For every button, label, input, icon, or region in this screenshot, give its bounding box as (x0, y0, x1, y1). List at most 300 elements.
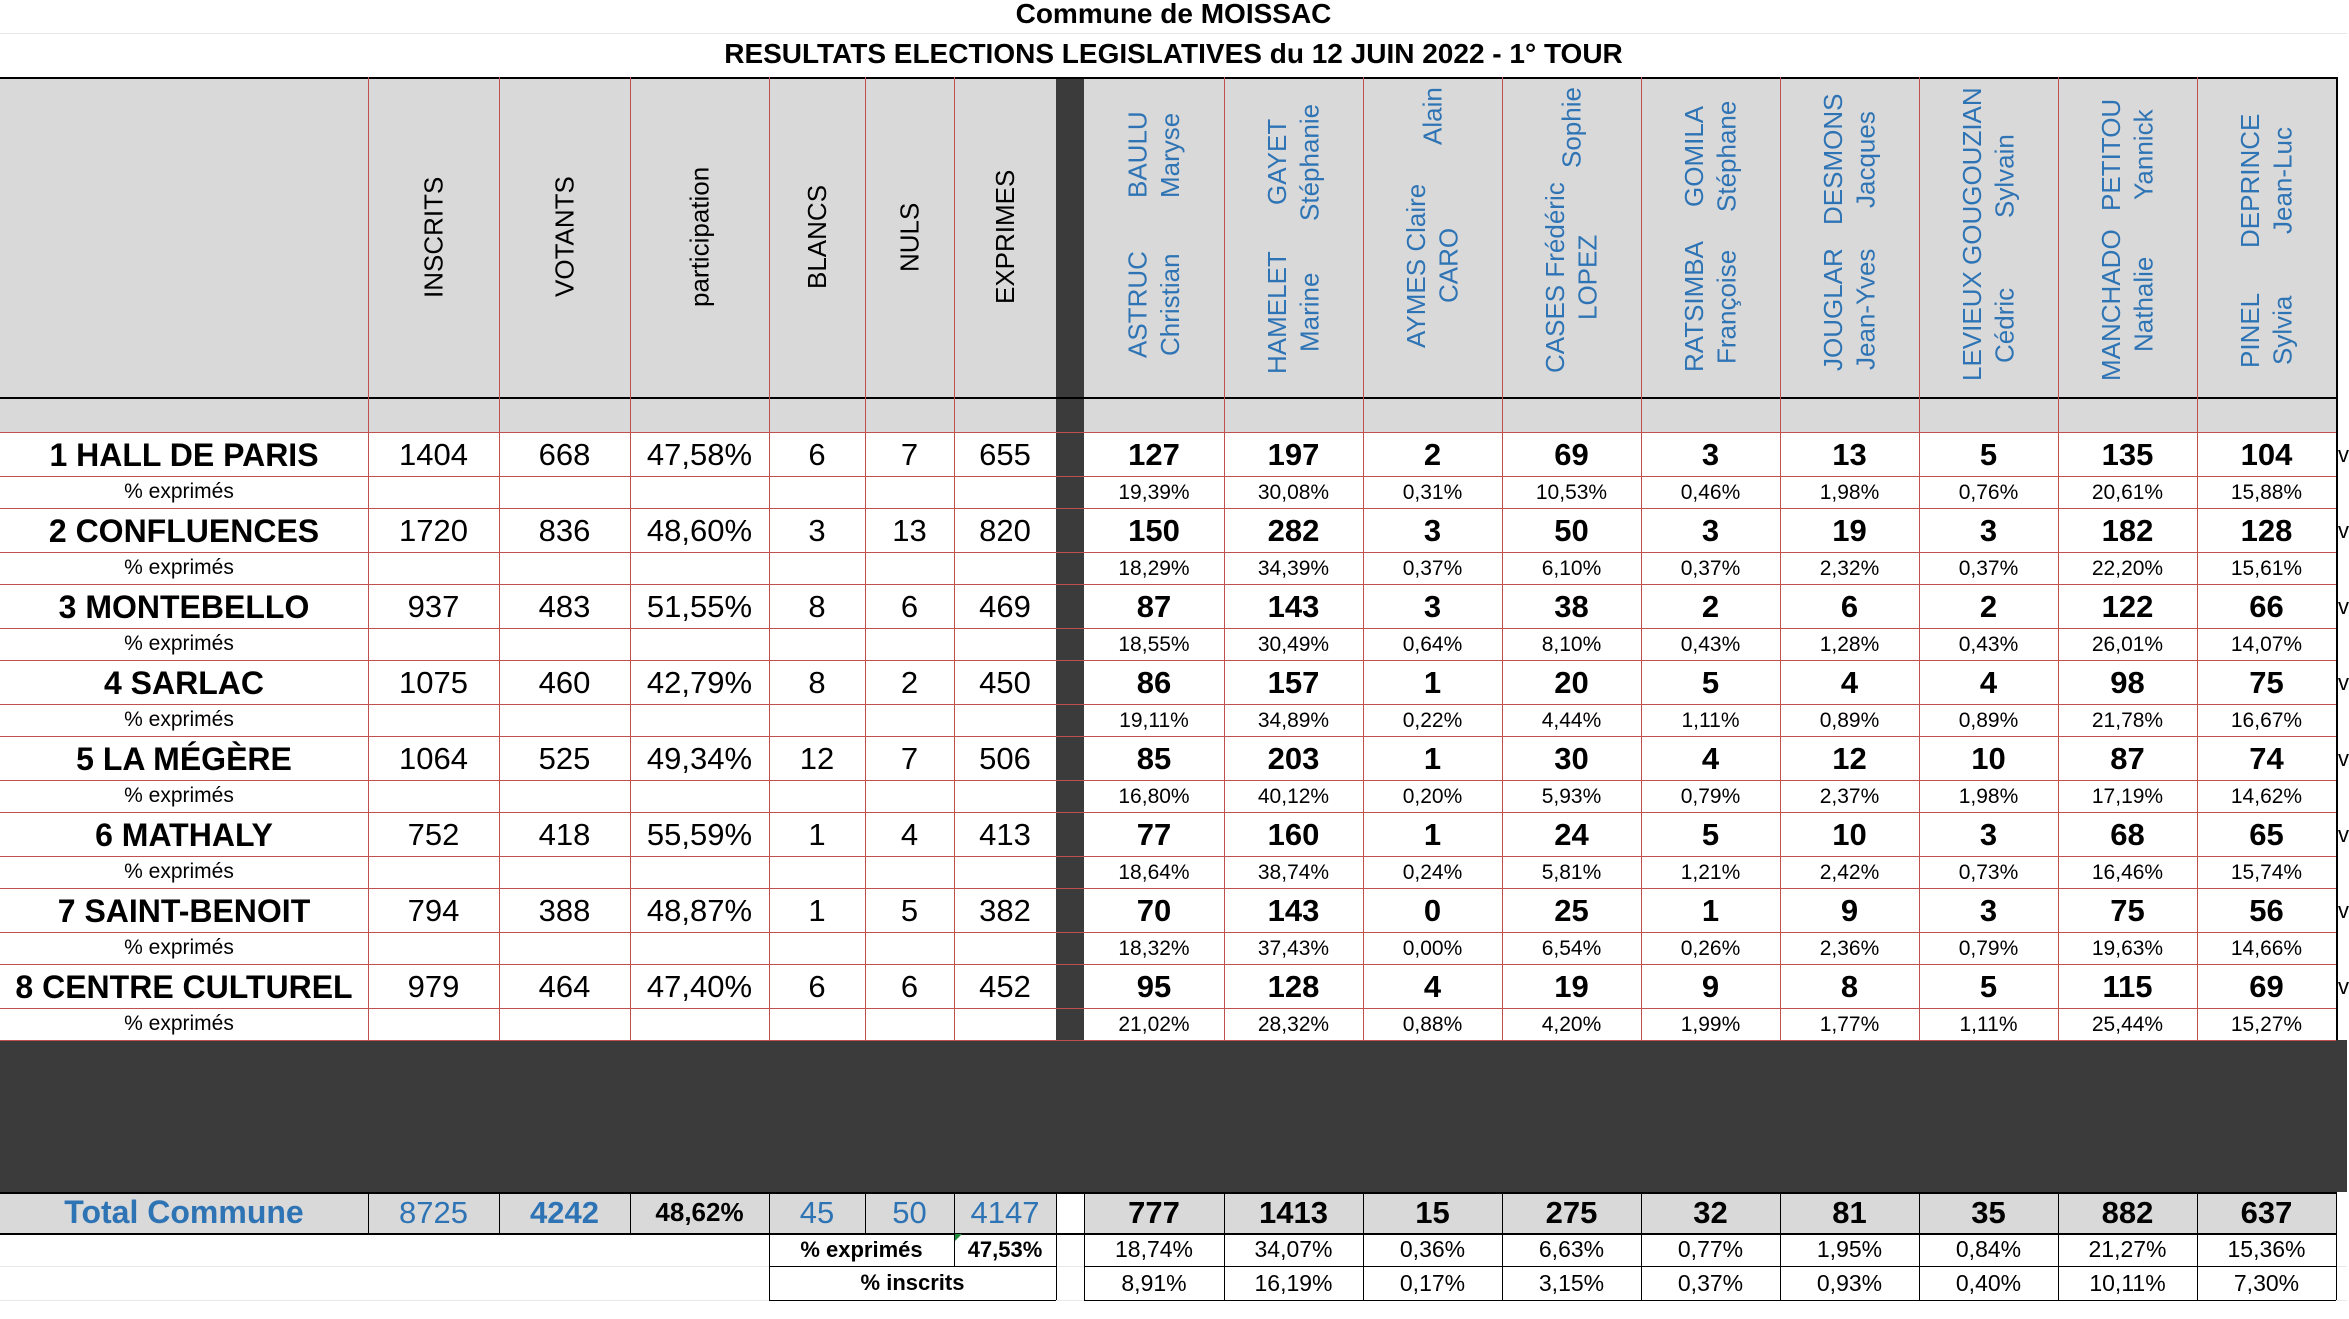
candidate-votes: 128 (2240, 513, 2293, 548)
candidate-votes: 5 (1979, 969, 1998, 1004)
total-label: Total Commune (64, 1194, 304, 1230)
candidate-pct: 0,22% (1402, 709, 1463, 732)
candidate-pct: 18,64% (1118, 861, 1190, 884)
candidate-pct: 0,76% (1958, 481, 2019, 504)
candidate-pct: 14,62% (2230, 785, 2303, 808)
header-nuls: NULS (894, 202, 925, 272)
candidate-votes: 66 (2249, 589, 2284, 624)
edge-mark: v (2338, 746, 2349, 771)
candidate-votes: 8 (1840, 969, 1859, 1004)
candidate-votes: 122 (2101, 589, 2154, 624)
bureau-stat: 51,55% (646, 589, 753, 624)
candidate-name-line1: JOUGLAR Jean-Yves (1818, 248, 1881, 371)
candidate-votes: 197 (1267, 437, 1320, 472)
bureau-stat: 3 (808, 513, 826, 548)
pct-exprimes-label: % exprimés (124, 936, 234, 959)
candidate-name-line2: BAULU Maryse (1122, 111, 1185, 199)
candidate-pct: 10,53% (1535, 481, 1608, 504)
candidate-votes: 4 (1701, 741, 1720, 776)
candidate-pct: 18,32% (1118, 937, 1190, 960)
candidate-votes: 20 (1554, 665, 1589, 700)
header-bottom-border (0, 397, 2336, 399)
total-candidate-pct-inscrits: 10,11% (2089, 1269, 2166, 1296)
candidate-pct: 4,44% (1541, 709, 1602, 732)
candidate-votes: 69 (1554, 437, 1589, 472)
candidate-votes: 56 (2249, 893, 2284, 928)
bureau-stat: 469 (979, 589, 1031, 624)
candidate-votes: 5 (1979, 437, 1998, 472)
candidate-pct: 16,67% (2230, 709, 2303, 732)
candidate-pct: 0,73% (1958, 861, 2019, 884)
bureau-stat: 450 (979, 665, 1031, 700)
candidate-votes: 9 (1840, 893, 1859, 928)
candidate-votes: 203 (1267, 741, 1320, 776)
candidate-pct: 1,98% (1819, 481, 1880, 504)
candidate-pct: 0,37% (1402, 557, 1463, 580)
bureau-stat: 47,40% (646, 969, 753, 1004)
candidate-votes: 65 (2249, 817, 2284, 852)
total-col-divider (1056, 1192, 1057, 1233)
bureau-stat: 13 (892, 513, 927, 548)
pct-exprimes-label: % exprimés (124, 480, 234, 503)
candidate-header (2197, 87, 2336, 387)
bureau-stat: 418 (538, 817, 591, 852)
bureau-stat: 820 (979, 513, 1031, 548)
bureau-stat: 49,34% (646, 741, 753, 776)
candidate-pct: 14,07% (2230, 633, 2303, 656)
total-candidate-pct-exprimes: 0,36% (1399, 1236, 1466, 1262)
candidate-name-line1: AYMES Claire CARO (1401, 183, 1464, 349)
candidate-pct: 37,43% (1257, 937, 1330, 960)
candidate-pct: 1,28% (1819, 633, 1880, 656)
bureau-name: 1 HALL DE PARIS (49, 436, 319, 473)
bureau-stat: 1075 (399, 665, 468, 700)
candidate-votes: 3 (1423, 513, 1442, 548)
total-stat: 48,62% (655, 1197, 744, 1227)
total-candidate-pct-exprimes: 0,84% (1955, 1236, 2022, 1262)
bureau-stat: 6 (900, 969, 919, 1004)
candidate-pct: 2,36% (1819, 937, 1880, 960)
bureau-name: 8 CENTRE CULTUREL (15, 968, 353, 1005)
candidate-pct: 30,49% (1257, 633, 1330, 656)
bureau-stat: 1064 (399, 741, 468, 776)
candidate-pct: 15,61% (2230, 557, 2303, 580)
bureau-name: 6 MATHALY (95, 816, 273, 853)
page-title: Commune de MOISSAC (1015, 0, 1332, 29)
candidate-pct: 5,93% (1541, 785, 1602, 808)
bureau-stat: 460 (538, 665, 591, 700)
candidate-pct: 16,80% (1118, 785, 1190, 808)
candidate-name-line1: RATSIMBA Françoise (1679, 241, 1742, 373)
candidate-votes: 30 (1554, 741, 1589, 776)
bureau-stat: 2 (900, 665, 919, 700)
header-exprimes: EXPRIMES (989, 169, 1020, 305)
candidate-pct: 15,27% (2230, 1013, 2303, 1036)
candidate-pct: 2,37% (1819, 785, 1880, 808)
candidate-pct: 0,20% (1402, 785, 1463, 808)
bureau-stat: 506 (979, 741, 1031, 776)
bureau-name: 2 CONFLUENCES (48, 512, 320, 549)
bureau-stat: 6 (808, 437, 826, 472)
candidate-pct: 19,11% (1119, 709, 1189, 732)
candidate-votes: 160 (1267, 817, 1320, 852)
candidate-votes: 13 (1832, 437, 1867, 472)
bureau-stat: 452 (979, 969, 1031, 1004)
candidate-votes: 19 (1832, 513, 1867, 548)
candidate-pct: 38,74% (1257, 861, 1330, 884)
edge-mark: v (2338, 898, 2349, 923)
bureau-stat: 388 (538, 893, 591, 928)
candidate-votes: 1 (1701, 893, 1720, 928)
total-candidate-votes: 1413 (1259, 1194, 1328, 1230)
bureau-stat: 1 (808, 893, 826, 928)
candidate-pct: 15,88% (2230, 481, 2303, 504)
bureau-stat: 1720 (399, 513, 468, 548)
candidate-pct: 0,88% (1402, 1013, 1463, 1036)
candidate-votes: 87 (2110, 741, 2145, 776)
total-candidate-pct-inscrits: 7,30% (2233, 1269, 2300, 1296)
candidate-pct: 1,77% (1819, 1013, 1880, 1036)
candidate-pct: 0,37% (1958, 557, 2019, 580)
pct-exprimes-label: % exprimés (124, 784, 234, 807)
candidate-votes: 3 (1979, 513, 1998, 548)
box-line (1056, 1233, 1057, 1300)
candidate-pct: 0,79% (1680, 785, 1741, 808)
total-pct-inscrits-label: % inscrits (860, 1270, 965, 1295)
candidate-pct: 0,26% (1680, 937, 1741, 960)
bureau-stat: 382 (979, 893, 1031, 928)
total-candidate-pct-exprimes: 0,77% (1677, 1236, 1744, 1262)
header-blancs: BLANCS (801, 184, 832, 290)
candidate-votes: 3 (1701, 437, 1720, 472)
bureau-stat: 668 (538, 437, 591, 472)
candidate-pct: 0,43% (1958, 633, 2019, 656)
candidate-votes: 2 (1423, 437, 1442, 472)
candidate-votes: 86 (1136, 665, 1172, 700)
candidate-pct: 8,10% (1541, 633, 1602, 656)
candidate-pct: 5,81% (1541, 861, 1602, 884)
candidate-votes: 127 (1128, 437, 1180, 472)
candidate-name-line1: ASTRUC Christian (1122, 251, 1185, 359)
bureau-stat: 979 (407, 969, 460, 1004)
candidate-name-line2: GOUGOUZIAN Sylvain (1957, 87, 2020, 265)
total-col-divider (2336, 1192, 2337, 1300)
candidate-name-line2: Alain (1417, 87, 1448, 145)
candidate-pct: 1,99% (1680, 1013, 1741, 1036)
candidate-votes: 24 (1554, 817, 1589, 852)
header-participation: participation (684, 166, 715, 308)
candidate-pct: 0,46% (1680, 481, 1741, 504)
candidate-votes: 4 (1840, 665, 1859, 700)
candidate-pct: 0,24% (1402, 861, 1463, 884)
candidate-header (2058, 87, 2197, 387)
total-pct-row-line2 (1084, 1300, 2336, 1301)
candidate-name-line2: Sophie (1556, 87, 1587, 168)
candidate-name-line2: PETITOU Yannick (2096, 98, 2159, 211)
candidate-votes: 157 (1267, 665, 1320, 700)
candidate-votes: 282 (1267, 513, 1320, 548)
sheet-gridline (0, 33, 2347, 34)
total-candidate-pct-inscrits: 3,15% (1538, 1269, 1605, 1296)
total-candidate-pct-inscrits: 0,40% (1955, 1269, 2022, 1296)
total-candidate-votes: 35 (1971, 1194, 2006, 1230)
pct-exprimes-label: % exprimés (124, 708, 234, 731)
candidate-pct: 1,21% (1680, 861, 1741, 884)
candidate-pct: 34,89% (1257, 709, 1330, 732)
candidate-votes: 3 (1979, 817, 1998, 852)
total-candidate-pct-exprimes: 18,74% (1114, 1236, 1193, 1262)
header-votants: VOTANTS (549, 176, 580, 298)
total-candidate-pct-exprimes: 21,27% (2088, 1236, 2167, 1262)
bureau-stat: 12 (799, 741, 835, 776)
candidate-pct: 25,44% (2091, 1013, 2164, 1036)
total-pct-exprimes-label: % exprimés (800, 1236, 923, 1262)
total-candidate-pct-inscrits: 0,17% (1399, 1269, 1466, 1296)
page-subtitle: RESULTATS ELECTIONS LEGISLATIVES du 12 JUIN 2022 - 1° TOUR (724, 38, 1623, 69)
candidate-header (1780, 87, 1919, 387)
candidate-votes: 1 (1423, 817, 1442, 852)
candidate-pct: 17,19% (2091, 785, 2164, 808)
total-candidate-votes: 777 (1128, 1194, 1180, 1230)
bureau-stat: 937 (407, 589, 460, 624)
candidate-votes: 4 (1979, 665, 1998, 700)
total-candidate-pct-inscrits: 16,19% (1254, 1269, 1333, 1296)
candidate-votes: 5 (1701, 817, 1720, 852)
candidate-pct: 30,08% (1257, 481, 1330, 504)
candidate-name-line1: HAMELET Marine (1262, 250, 1325, 374)
candidate-pct: 0,89% (1819, 709, 1880, 732)
candidate-pct: 20,61% (2091, 481, 2164, 504)
candidate-pct: 19,63% (2091, 937, 2164, 960)
candidate-pct: 40,12% (1257, 785, 1330, 808)
candidate-votes: 70 (1136, 893, 1172, 928)
candidate-pct: 21,78% (2091, 709, 2164, 732)
bureau-stat: 48,60% (646, 513, 753, 548)
candidate-votes: 3 (1701, 513, 1720, 548)
candidate-votes: 9 (1701, 969, 1720, 1004)
candidate-name-line2: DEPRINCE Jean-Luc (2235, 113, 2298, 248)
candidate-pct: 34,39% (1257, 557, 1330, 580)
right-border (2336, 77, 2338, 1040)
total-candidate-pct-exprimes: 15,36% (2227, 1236, 2306, 1262)
candidate-votes: 87 (1136, 589, 1172, 624)
total-row-background-sep (1056, 1192, 1084, 1233)
candidate-pct: 4,20% (1541, 1013, 1602, 1036)
candidate-votes: 143 (1267, 589, 1320, 624)
candidate-header (1224, 87, 1363, 387)
pct-exprimes-label: % exprimés (124, 860, 234, 883)
candidate-votes: 135 (2101, 437, 2154, 472)
candidate-pct: 18,55% (1118, 633, 1190, 656)
bureau-stat: 794 (407, 893, 460, 928)
candidate-pct: 22,20% (2091, 557, 2164, 580)
candidate-header (1363, 87, 1502, 387)
bureau-name: 7 SAINT-BENOIT (57, 892, 311, 929)
pct-exprimes-label: % exprimés (124, 632, 234, 655)
total-candidate-pct-inscrits: 0,93% (1816, 1269, 1883, 1296)
bureau-stat: 1 (808, 817, 826, 852)
candidate-pct: 6,54% (1541, 937, 1602, 960)
candidate-votes: 10 (1971, 741, 2006, 776)
bureau-stat: 525 (538, 741, 591, 776)
candidate-votes: 19 (1554, 969, 1589, 1004)
candidate-pct: 0,43% (1680, 633, 1741, 656)
bureau-stat: 752 (407, 817, 460, 852)
pct-exprimes-label: % exprimés (124, 1012, 234, 1035)
candidate-votes: 115 (2102, 969, 2153, 1004)
candidate-votes: 68 (2110, 817, 2145, 852)
candidate-header (1084, 87, 1224, 387)
total-stat: 45 (799, 1194, 835, 1230)
edge-mark: v (2338, 518, 2349, 543)
edge-mark: v (2338, 594, 2349, 619)
bureau-stat: 47,58% (646, 437, 753, 472)
bureau-stat: 8 (808, 665, 826, 700)
candidate-votes: 75 (2110, 893, 2145, 928)
candidate-pct: 26,01% (2091, 633, 2164, 656)
total-candidate-votes: 81 (1832, 1194, 1867, 1230)
total-candidate-pct-exprimes: 1,95% (1816, 1236, 1883, 1262)
bureau-stat: 413 (979, 817, 1031, 852)
candidate-pct: 0,31% (1402, 481, 1463, 504)
candidate-header (1641, 87, 1780, 387)
candidate-pct: 6,10% (1541, 557, 1602, 580)
candidate-pct: 16,46% (2091, 861, 2164, 884)
bureau-stat: 5 (900, 893, 919, 928)
edge-mark: v (2338, 442, 2349, 467)
bureau-stat: 55,59% (646, 817, 753, 852)
candidate-votes: 1 (1423, 665, 1442, 700)
candidate-pct: 18,29% (1118, 557, 1190, 580)
bureau-stat: 6 (900, 589, 919, 624)
candidate-votes: 0 (1423, 893, 1442, 928)
candidate-pct: 1,11% (1959, 1013, 2018, 1036)
candidate-votes: 2 (1979, 589, 1998, 624)
total-candidate-votes: 15 (1415, 1194, 1450, 1230)
candidate-pct: 0,79% (1958, 937, 2019, 960)
separator-column (1056, 77, 1084, 1192)
bureau-stat: 1404 (399, 437, 468, 472)
bureau-stat: 7 (900, 437, 919, 472)
candidate-votes: 75 (2249, 665, 2284, 700)
box-line (769, 1300, 1056, 1301)
candidate-votes: 143 (1267, 893, 1320, 928)
candidate-votes: 1 (1423, 741, 1442, 776)
edge-mark: v (2338, 974, 2349, 999)
candidate-votes: 12 (1832, 741, 1867, 776)
bureau-name: 3 MONTEBELLO (58, 588, 310, 625)
candidate-votes: 5 (1701, 665, 1720, 700)
candidate-pct: 1,11% (1681, 709, 1740, 732)
bureau-stat: 42,79% (646, 665, 753, 700)
candidate-votes: 2 (1701, 589, 1720, 624)
candidate-votes: 182 (2101, 513, 2154, 548)
total-stat: 4242 (530, 1194, 599, 1230)
total-stat: 8725 (399, 1194, 468, 1230)
candidate-votes: 6 (1840, 589, 1859, 624)
bureau-stat: 836 (538, 513, 591, 548)
bureau-stat: 48,87% (646, 893, 753, 928)
candidate-pct: 1,98% (1958, 785, 2019, 808)
candidate-votes: 38 (1554, 589, 1589, 624)
candidate-votes: 74 (2249, 741, 2284, 776)
bureau-name: 4 SARLAC (103, 664, 264, 701)
candidate-votes: 128 (1267, 969, 1320, 1004)
candidate-pct: 0,89% (1958, 709, 2019, 732)
candidate-name-line2: GOMILA Stéphane (1679, 101, 1742, 213)
candidate-votes: 10 (1832, 817, 1867, 852)
candidate-votes: 69 (2249, 969, 2284, 1004)
total-stat: 50 (892, 1194, 927, 1230)
total-candidate-pct-inscrits: 0,37% (1677, 1269, 1744, 1296)
candidate-votes: 98 (2110, 665, 2145, 700)
candidate-votes: 3 (1979, 893, 1998, 928)
candidate-pct: 19,39% (1118, 481, 1190, 504)
candidate-name-line2: GAYET Stéphanie (1262, 103, 1325, 221)
bureau-name: 5 LA MÉGÈRE (76, 740, 292, 777)
candidate-header (1502, 87, 1641, 387)
total-pct-exprimes-value: 47,53% (967, 1236, 1043, 1262)
total-candidate-votes: 32 (1693, 1194, 1728, 1230)
candidate-votes: 104 (2240, 437, 2293, 472)
bureau-stat: 483 (538, 589, 591, 624)
candidate-votes: 95 (1136, 969, 1172, 1004)
candidate-pct: 0,00% (1402, 937, 1463, 960)
total-candidate-votes: 882 (2101, 1194, 2154, 1230)
header-inscrits: INSCRITS (418, 176, 449, 298)
total-candidate-pct-exprimes: 6,63% (1538, 1236, 1605, 1262)
candidate-votes: 77 (1136, 817, 1172, 852)
candidate-pct: 2,42% (1819, 861, 1880, 884)
total-candidate-votes: 637 (2240, 1194, 2293, 1230)
separator-band (0, 1040, 2347, 1192)
candidate-name-line2: DESMONS Jacques (1818, 93, 1881, 226)
edge-mark: v (2338, 670, 2349, 695)
candidate-pct: 14,66% (2230, 937, 2303, 960)
total-candidate-pct-exprimes: 34,07% (1254, 1236, 1333, 1262)
candidate-pct: 0,37% (1680, 557, 1741, 580)
candidate-name-line1: CASES Frédéric LOPEZ (1540, 182, 1603, 373)
candidate-pct: 15,74% (2230, 861, 2303, 884)
bureau-stat: 655 (979, 437, 1031, 472)
bureau-stat: 6 (808, 969, 826, 1004)
total-candidate-pct-inscrits: 8,91% (1121, 1269, 1187, 1296)
candidate-pct: 0,64% (1402, 633, 1463, 656)
pct-exprimes-label: % exprimés (124, 556, 234, 579)
candidate-votes: 4 (1423, 969, 1442, 1004)
bureau-stat: 8 (808, 589, 826, 624)
edge-mark: v (2338, 822, 2349, 847)
candidate-votes: 25 (1554, 893, 1589, 928)
candidate-votes: 150 (1128, 513, 1180, 548)
bureau-stat: 464 (538, 969, 591, 1004)
bureau-stat: 7 (900, 741, 919, 776)
candidate-votes: 50 (1554, 513, 1589, 548)
candidate-header (1919, 87, 2058, 387)
candidate-name-line1: MANCHADO Nathalie (2096, 228, 2159, 381)
header-top-border (0, 77, 2336, 79)
candidate-pct: 2,32% (1819, 557, 1880, 580)
candidate-name-line1: PINEL Sylvia (2235, 292, 2298, 368)
total-stat: 4147 (970, 1194, 1040, 1230)
total-candidate-votes: 275 (1545, 1194, 1598, 1230)
candidate-votes: 85 (1136, 741, 1172, 776)
candidate-pct: 28,32% (1257, 1013, 1330, 1036)
candidate-name-line1: LEVIEUX Cédric (1957, 270, 2020, 381)
candidate-votes: 3 (1423, 589, 1442, 624)
bureau-stat: 4 (900, 817, 919, 852)
candidate-pct: 21,02% (1118, 1013, 1190, 1036)
